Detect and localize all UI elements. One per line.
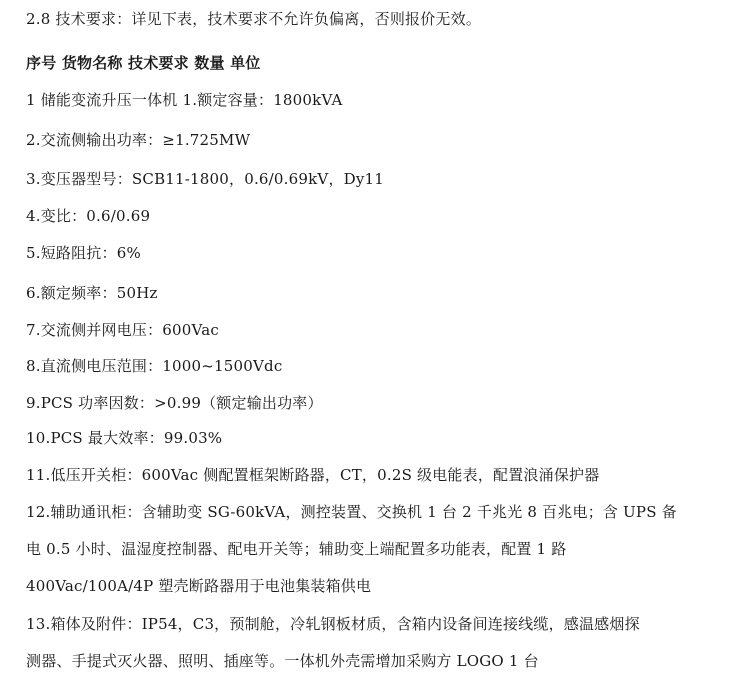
item-aux-cabinet-2: 电 0.5 小时、温湿度控制器、配电开关等；辅助变上端配置多功能表，配置 1 路 — [26, 540, 567, 558]
item-aux-cabinet-3: 400Vac/100A/4P 塑壳断路器用于电池集装箱供电 — [26, 577, 372, 595]
item-aux-cabinet-1: 12.辅助通讯柜：含辅助变 SG-60kVA，测控装置、交换机 1 台 2 千兆光 8 百兆电；含 UPS 备 — [26, 503, 677, 521]
item-rated-capacity: 1 储能变流升压一体机 1.额定容量：1800kVA — [26, 91, 343, 109]
section-heading: 2.8 技术要求：详见下表，技术要求不允许负偏离，否则报价无效。 — [26, 10, 482, 28]
item-ac-output-power: 2.交流侧输出功率：≥1.725MW — [26, 131, 251, 149]
item-enclosure-2: 测器、手提式灭火器、照明、插座等。一体机外壳需增加采购方 LOGO 1 台 — [26, 652, 539, 670]
item-lv-switchgear: 11.低压开关柜：600Vac 侧配置框架断路器，CT，0.2S 级电能表，配置浪涌保护器 — [26, 466, 600, 484]
item-grid-voltage: 7.交流侧并网电压：600Vac — [26, 321, 219, 339]
item-power-factor: 9.PCS 功率因数：>0.99（额定输出功率） — [26, 394, 323, 412]
item-enclosure-1: 13.箱体及附件：IP54，C3，预制舱，冷轧钢板材质，含箱内设备间连接线缆，感温感烟探 — [26, 615, 640, 633]
item-ratio: 4.变比：0.6/0.69 — [26, 207, 151, 225]
item-dc-voltage-range: 8.直流侧电压范围：1000~1500Vdc — [26, 357, 283, 375]
table-header: 序号 货物名称 技术要求 数量 单位 — [26, 54, 261, 72]
item-frequency: 6.额定频率：50Hz — [26, 284, 158, 302]
item-transformer-model: 3.变压器型号：SCB11-1800，0.6/0.69kV，Dy11 — [26, 170, 385, 188]
item-max-efficiency: 10.PCS 最大效率：99.03% — [26, 429, 223, 447]
item-impedance: 5.短路阻抗：6% — [26, 244, 141, 262]
